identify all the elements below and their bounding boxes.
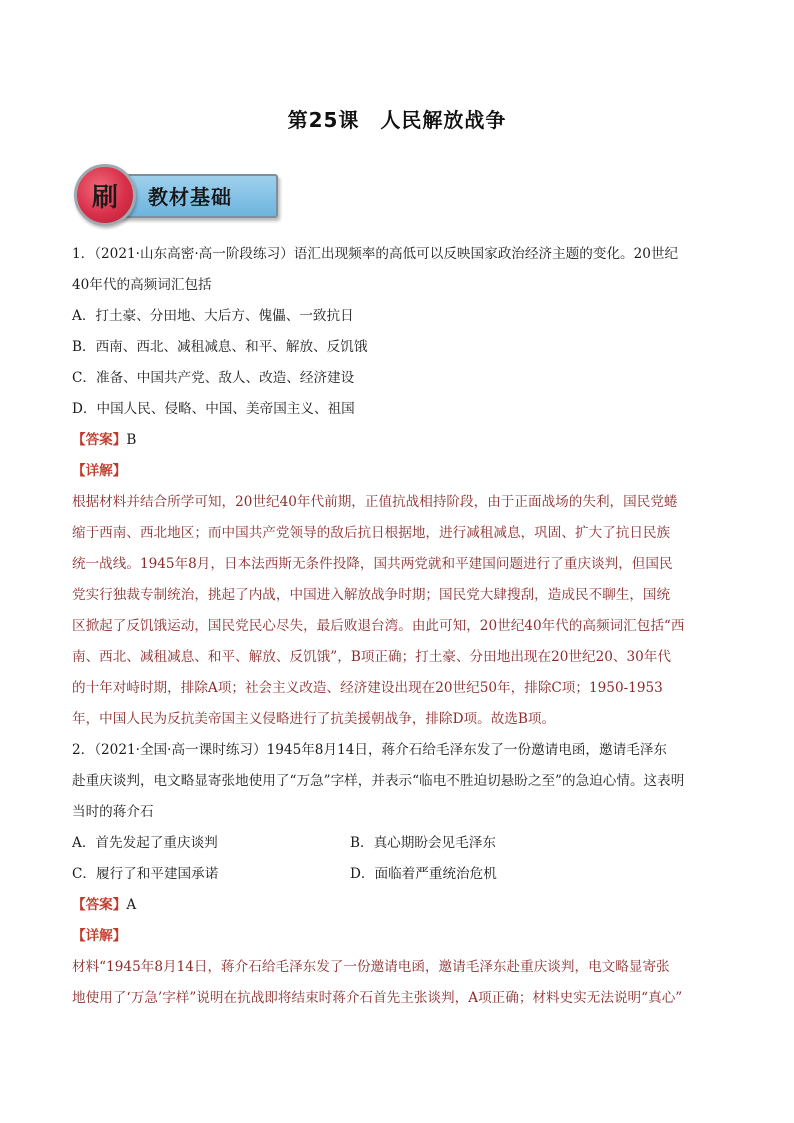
q1-option-a: A．打土豪、分田地、大后方、傀儡、一致抗日	[72, 308, 354, 324]
q2-explain-line: 材料“1945年8月14日，蒋介石给毛泽东发了一份邀请电函，邀请毛泽东赴重庆谈判，电文略显寄张	[72, 959, 670, 975]
q1-explain-line: 的十年对峙时期，排除A项；社会主义改造、经济建设出现在20世纪50年，排除C项；1950-1953	[72, 680, 663, 696]
q1-explain-line: 统一战线。1945年8月，日本法西斯无条件投降，国共两党就和平建国问题进行了重庆谈判，但国民	[72, 556, 673, 572]
q1-explain-line: 缩于西南、西北地区；而中国共产党领导的敌后抗日根据地，进行减租减息，巩固、扩大了抗日民族	[72, 525, 671, 541]
banner-badge: 刷	[74, 164, 136, 226]
answer-label: 【答案】	[72, 897, 127, 913]
question-content	[72, 239, 732, 1014]
q1-explain-line: 南、西北、减租减息、和平、解放、反饥饿”，B项正确；打土豪、分田地出现在20世纪20、30年代	[72, 649, 671, 665]
answer-label: 【答案】	[72, 432, 127, 448]
q1-explain-line: 年，中国人民为反抗美帝国主义侵略进行了抗美援朝战争，排除D项。故选B项。	[72, 711, 556, 727]
q2-detail-label: 【详解】	[72, 928, 127, 944]
q1-option-d: D．中国人民、侵略、中国、美帝国主义、祖国	[72, 401, 355, 417]
q1-option-b: B．西南、西北、减租减息、和平、解放、反饥饿	[72, 339, 368, 355]
q1-explain-line: 根据材料并结合所学可知，20世纪40年代前期，正值抗战相持阶段，由于正面战场的失利，国民党蜷	[72, 494, 678, 510]
q1-explanation	[72, 487, 732, 735]
q2-answer	[72, 890, 732, 921]
q2-option-a: A．首先发起了重庆谈判	[72, 835, 218, 851]
q1-explain-line: 区掀起了反饥饿运动，国民党民心尽失，最后败退台湾。由此可知，20世纪40年代的高频词汇包括“西	[72, 618, 685, 634]
q2-explain-line: 地使用了‘万急’字样”说明在抗战即将结束时蒋介石首先主张谈判，A项正确；材料史实无法说明“真心”	[72, 990, 683, 1006]
answer-value: B	[126, 432, 137, 448]
q2-options-row-1	[72, 828, 732, 859]
q1-stem-line2: 40年代的高频词汇包括	[72, 277, 212, 293]
q2-options-row-2	[72, 859, 732, 890]
answer-value: A	[126, 897, 137, 913]
banner-label: 教材基础	[148, 185, 232, 209]
section-banner	[74, 164, 276, 218]
q2-stem-line3: 当时的蒋介石	[72, 804, 154, 820]
q1-detail-label: 【详解】	[72, 463, 127, 479]
q2-explanation	[72, 952, 732, 1014]
page-title: 第25课 人民解放战争	[287, 108, 507, 132]
q2-option-d: D．面临着严重统治危机	[350, 866, 497, 882]
q2-stem-line2: 赴重庆谈判，电文略显寄张地使用了“万急”字样，并表示“临电不胜迫切悬盼之至”的急迫心情。这表明	[72, 773, 685, 789]
q2-stem-line1: 2．（2021·全国·高一课时练习）1945年8月14日，蒋介石给毛泽东发了一份邀请电函，邀请毛泽东	[72, 742, 667, 758]
q2-option-b: B．真心期盼会见毛泽东	[350, 835, 496, 851]
q1-answer	[72, 425, 732, 456]
q1-stem-line1: 1．（2021·山东高密·高一阶段练习）语汇出现频率的高低可以反映国家政治经济主题的变化。20世纪	[72, 246, 679, 262]
q2-option-c: C．履行了和平建国承诺	[72, 866, 219, 882]
q1-option-c: C．准备、中国共产党、敌人、改造、经济建设	[72, 370, 355, 386]
q1-explain-line: 党实行独裁专制统治，挑起了内战，中国进入解放战争时期；国民党大肆搜刮，造成民不聊生，国统	[72, 587, 671, 603]
